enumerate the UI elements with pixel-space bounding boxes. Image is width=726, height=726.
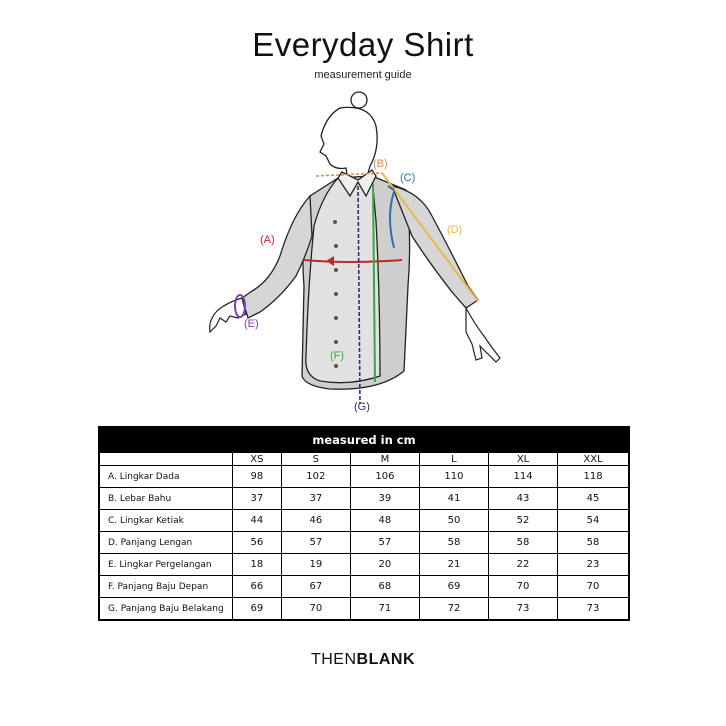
table-cell: 71	[350, 598, 419, 621]
table-cell: 110	[419, 466, 488, 488]
table-cell: 67	[281, 576, 350, 598]
table-cell: 37	[281, 488, 350, 510]
table-cell: 56	[233, 532, 282, 554]
table-row	[99, 510, 629, 532]
shirt-figure-svg	[180, 86, 560, 416]
table-cell: 114	[489, 466, 558, 488]
label-c: (C)	[400, 172, 416, 184]
table-cell: 106	[350, 466, 419, 488]
shirt-illustration	[180, 86, 560, 416]
table-cell: 43	[489, 488, 558, 510]
column-header	[99, 452, 233, 466]
table-cell: 98	[233, 466, 282, 488]
brand-part-then: THEN	[310, 651, 357, 668]
table-cell: 58	[558, 532, 629, 554]
table-cell: 68	[350, 576, 419, 598]
row-label: F. Panjang Baju Depan	[99, 576, 233, 598]
right-hand	[466, 308, 500, 362]
table-cell: 73	[558, 598, 629, 621]
table-cell: 46	[281, 510, 350, 532]
size-chart-table	[98, 426, 630, 621]
table-cell: 118	[558, 466, 629, 488]
table-cell: 22	[489, 554, 558, 576]
page-subtitle: measurement guide	[314, 69, 412, 81]
label-d: (D)	[447, 224, 463, 236]
table-cell: 102	[281, 466, 350, 488]
table-cell: 44	[233, 510, 282, 532]
row-label: D. Panjang Lengan	[99, 532, 233, 554]
table-cell: 72	[419, 598, 488, 621]
table-cell: 57	[281, 532, 350, 554]
table-cell: 70	[489, 576, 558, 598]
table-row	[99, 554, 629, 576]
label-b: (B)	[373, 158, 388, 170]
table-cell: 58	[419, 532, 488, 554]
label-e: (E)	[244, 318, 259, 330]
head-shape	[320, 107, 377, 181]
table-cell: 69	[419, 576, 488, 598]
table-cell: 66	[233, 576, 282, 598]
table-cell: 58	[489, 532, 558, 554]
table-cell: 70	[558, 576, 629, 598]
brand-logo	[0, 651, 726, 669]
table-cell: 18	[233, 554, 282, 576]
table-cell: 21	[419, 554, 488, 576]
column-header: S	[281, 452, 350, 466]
table-cell: 19	[281, 554, 350, 576]
table-cell: 73	[489, 598, 558, 621]
table-cell: 41	[419, 488, 488, 510]
hair-bun	[351, 92, 367, 108]
table-row	[99, 598, 629, 621]
row-label: C. Lingkar Ketiak	[99, 510, 233, 532]
table-cell: 70	[281, 598, 350, 621]
page-title: Everyday Shirt	[252, 26, 474, 63]
table-cell: 39	[350, 488, 419, 510]
column-header: L	[419, 452, 488, 466]
label-a: (A)	[260, 234, 275, 246]
table-cell: 50	[419, 510, 488, 532]
table-row	[99, 466, 629, 488]
table-row	[99, 576, 629, 598]
table-cell: 54	[558, 510, 629, 532]
row-label: G. Panjang Baju Belakang	[99, 598, 233, 621]
column-header-row	[99, 452, 629, 466]
column-header: M	[350, 452, 419, 466]
left-hand	[210, 298, 246, 332]
column-header: XL	[489, 452, 558, 466]
column-header: XXL	[558, 452, 629, 466]
model-head	[320, 92, 377, 181]
table-cell: 37	[233, 488, 282, 510]
label-f: (F)	[330, 350, 345, 362]
table-cell: 20	[350, 554, 419, 576]
table-cell: 57	[350, 532, 419, 554]
table-cell: 48	[350, 510, 419, 532]
brand-part-blank: BLANK	[356, 651, 416, 668]
label-g: (G)	[354, 401, 370, 413]
table-cell: 52	[489, 510, 558, 532]
table-cell: 23	[558, 554, 629, 576]
row-label: E. Lingkar Pergelangan	[99, 554, 233, 576]
column-header: XS	[233, 452, 282, 466]
table-row	[99, 488, 629, 510]
table-row	[99, 532, 629, 554]
table-header: measured in cm	[99, 427, 629, 452]
table-cell: 69	[233, 598, 282, 621]
table-cell: 45	[558, 488, 629, 510]
row-label: A. Lingkar Dada	[99, 466, 233, 488]
row-label: B. Lebar Bahu	[99, 488, 233, 510]
